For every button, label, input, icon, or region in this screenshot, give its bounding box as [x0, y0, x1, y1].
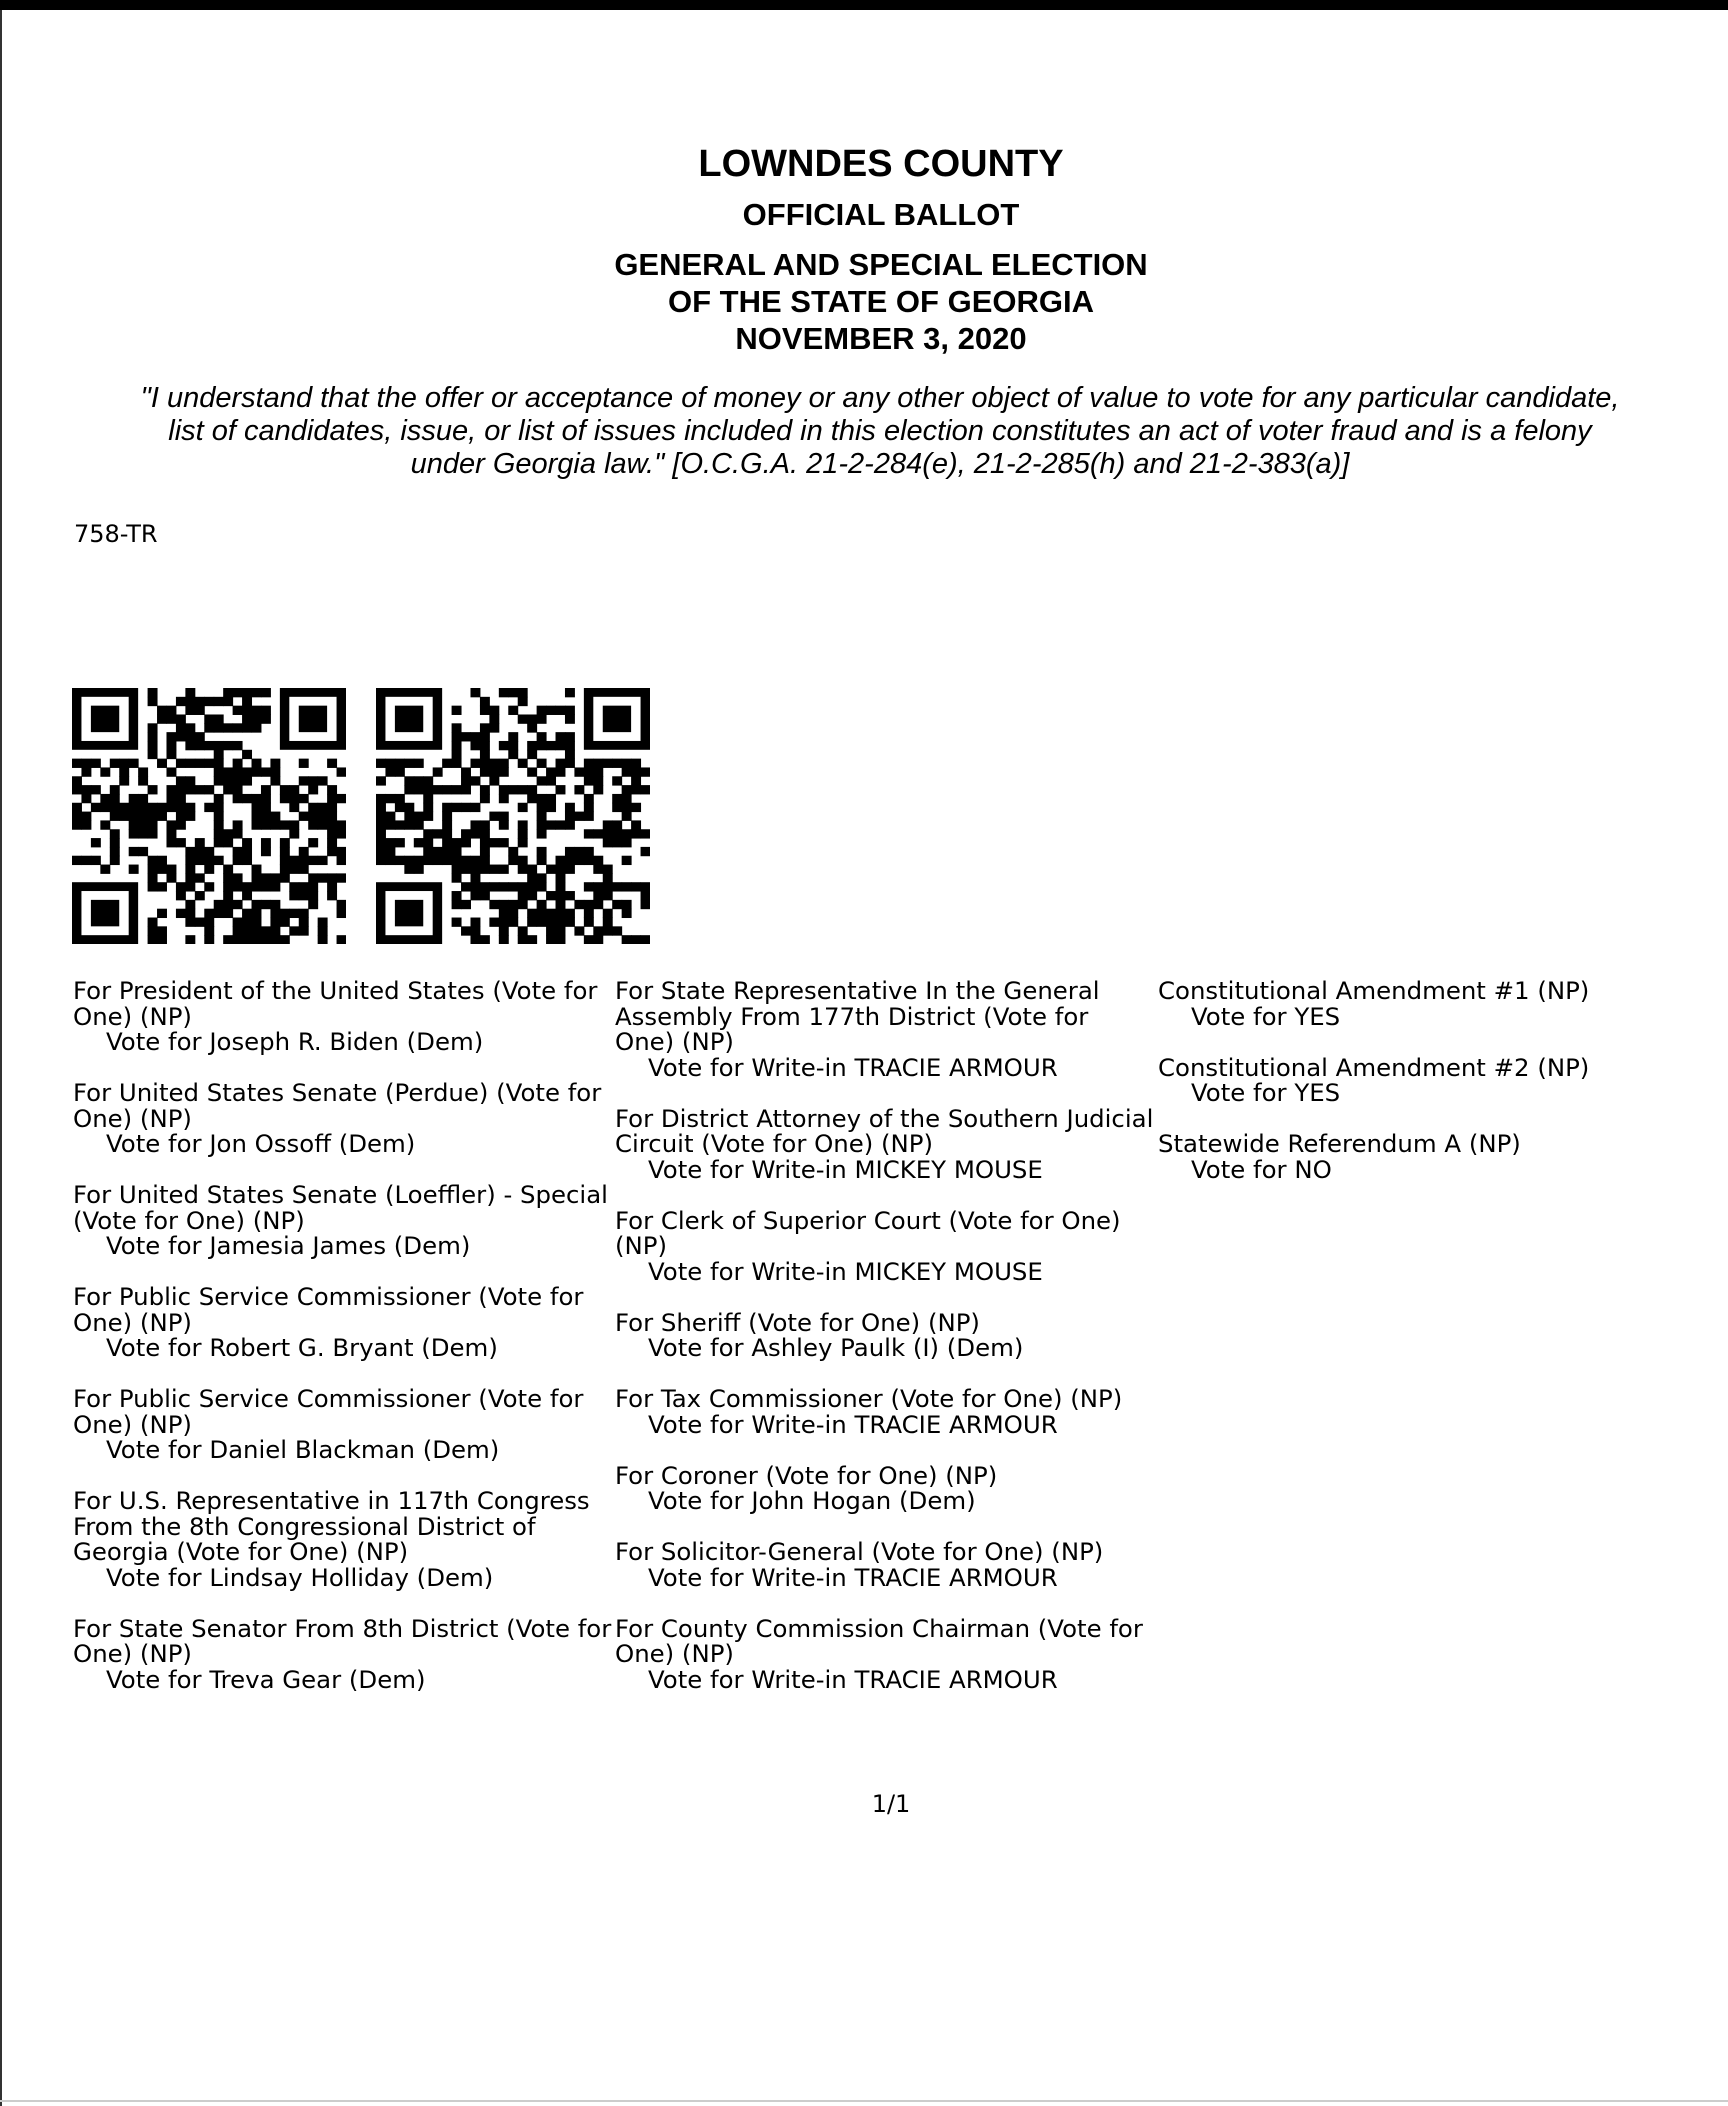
- notice-line-3: under Georgia law." [O.C.G.A. 21-2-284(e), 21-2-285(h) and 21-2-383(a)]: [410, 448, 1350, 480]
- contest-selection: Vote for Lindsay Holliday (Dem): [106, 1562, 494, 1592]
- contest-title: For District Attorney of the Southern Judicial Circuit (Vote for One) (NP): [615, 1103, 1154, 1158]
- contest-item: [73, 1182, 613, 1259]
- contest-title: Constitutional Amendment #1 (NP): [1158, 976, 1590, 1005]
- contest-title: For U.S. Representative in 117th Congress From the 8th Congressional District of Georgia (Vote for One) (NP): [73, 1486, 590, 1566]
- contest-selection: Vote for Joseph R. Biden (Dem): [106, 1027, 484, 1056]
- contest-selection: Vote for Write-in MICKEY MOUSE: [648, 1154, 1043, 1184]
- contest-item: [615, 1103, 1155, 1184]
- qr-code-2: [376, 688, 650, 944]
- scan-top-border: [0, 0, 1728, 10]
- contest-item: [615, 1386, 1155, 1437]
- contest-item: [73, 1080, 613, 1157]
- contest-item: [615, 1307, 1155, 1362]
- contest-column-1: [73, 978, 613, 1718]
- contest-item: [1158, 1052, 1703, 1107]
- contest-selection: Vote for Write-in TRACIE ARMOUR: [648, 1409, 1058, 1439]
- contest-item: [615, 1460, 1155, 1515]
- contest-title: For Sheriff (Vote for One) (NP): [615, 1307, 980, 1337]
- scan-bottom-edge: [0, 2100, 1728, 2102]
- contest-item: [615, 1205, 1155, 1286]
- contest-title: For State Senator From 8th District (Vote for One) (NP): [73, 1613, 612, 1668]
- contest-item: [615, 1539, 1155, 1590]
- contest-column-2: [615, 978, 1155, 1718]
- contest-selection: Vote for Write-in TRACIE ARMOUR: [648, 1562, 1058, 1592]
- contest-selection: Vote for Write-in MICKEY MOUSE: [648, 1256, 1043, 1286]
- contest-selection: Vote for NO: [1191, 1154, 1332, 1184]
- contest-item: [73, 1488, 613, 1590]
- contest-item: [1158, 1131, 1703, 1182]
- contest-selection: Vote for John Hogan (Dem): [648, 1486, 976, 1515]
- notice-line-2: list of candidates, issue, or list of issues included in this election constitutes an act of voter fraud and is a felony: [168, 415, 1592, 447]
- contest-item: [1158, 978, 1703, 1029]
- contest-title: For United States Senate (Perdue) (Vote for One) (NP): [73, 1078, 602, 1133]
- page-number: 1/1: [871, 1790, 911, 1818]
- ballot-type-title: OFFICIAL BALLOT: [742, 197, 1020, 232]
- contest-column-3: [1158, 978, 1703, 1208]
- contest-selection: Vote for Treva Gear (Dem): [106, 1664, 426, 1694]
- contest-selection: Vote for Jon Ossoff (Dem): [106, 1129, 416, 1158]
- voter-fraud-notice: [70, 382, 1690, 481]
- contest-title: Statewide Referendum A (NP): [1158, 1129, 1521, 1158]
- contest-title: For Clerk of Superior Court (Vote for One) (NP): [615, 1205, 1121, 1260]
- contest-item: [615, 978, 1155, 1080]
- contest-title: For President of the United States (Vote for One) (NP): [73, 976, 598, 1031]
- election-title-line-2: OF THE STATE OF GEORGIA: [668, 284, 1094, 319]
- notice-line-1: "I understand that the offer or acceptance of money or any other object of value to vote for any particular candidate,: [140, 382, 1620, 414]
- contest-selection: Vote for Ashley Paulk (I) (Dem): [648, 1333, 1024, 1362]
- contest-title: For Public Service Commissioner (Vote for One) (NP): [73, 1282, 584, 1337]
- contest-title: For State Representative In the General Assembly From 177th District (Vote for One) (NP): [615, 976, 1100, 1056]
- contest-item: [73, 1613, 613, 1694]
- contest-title: For United States Senate (Loeffler) - Special (Vote for One) (NP): [73, 1180, 608, 1235]
- contest-title: Constitutional Amendment #2 (NP): [1158, 1052, 1590, 1082]
- contest-title: For Coroner (Vote for One) (NP): [615, 1460, 998, 1490]
- contest-selection: Vote for Write-in TRACIE ARMOUR: [648, 1664, 1058, 1694]
- contest-selection: Vote for Write-in TRACIE ARMOUR: [648, 1052, 1058, 1082]
- contest-selection: Vote for Daniel Blackman (Dem): [106, 1435, 500, 1464]
- contest-item: [73, 1284, 613, 1361]
- contest-selection: Vote for YES: [1191, 1078, 1341, 1107]
- contest-item: [615, 1613, 1155, 1694]
- contest-selection: Vote for YES: [1191, 1001, 1341, 1031]
- contest-item: [73, 978, 613, 1055]
- ballot-style-code: 758-TR: [74, 520, 158, 548]
- election-date: NOVEMBER 3, 2020: [735, 321, 1027, 356]
- contest-item: [73, 1386, 613, 1463]
- ballot-header: [0, 140, 1728, 357]
- county-title: LOWNDES COUNTY: [698, 143, 1064, 185]
- contest-title: For County Commission Chairman (Vote for One) (NP): [615, 1613, 1143, 1668]
- contest-selection: Vote for Robert G. Bryant (Dem): [106, 1333, 498, 1362]
- qr-code-1: [72, 688, 346, 944]
- contest-title: For Tax Commissioner (Vote for One) (NP): [615, 1384, 1123, 1413]
- election-title-line-1: GENERAL AND SPECIAL ELECTION: [614, 247, 1148, 282]
- contest-title: For Solicitor-General (Vote for One) (NP): [615, 1537, 1104, 1566]
- contest-title: For Public Service Commissioner (Vote for One) (NP): [73, 1384, 584, 1439]
- contest-selection: Vote for Jamesia James (Dem): [106, 1231, 471, 1260]
